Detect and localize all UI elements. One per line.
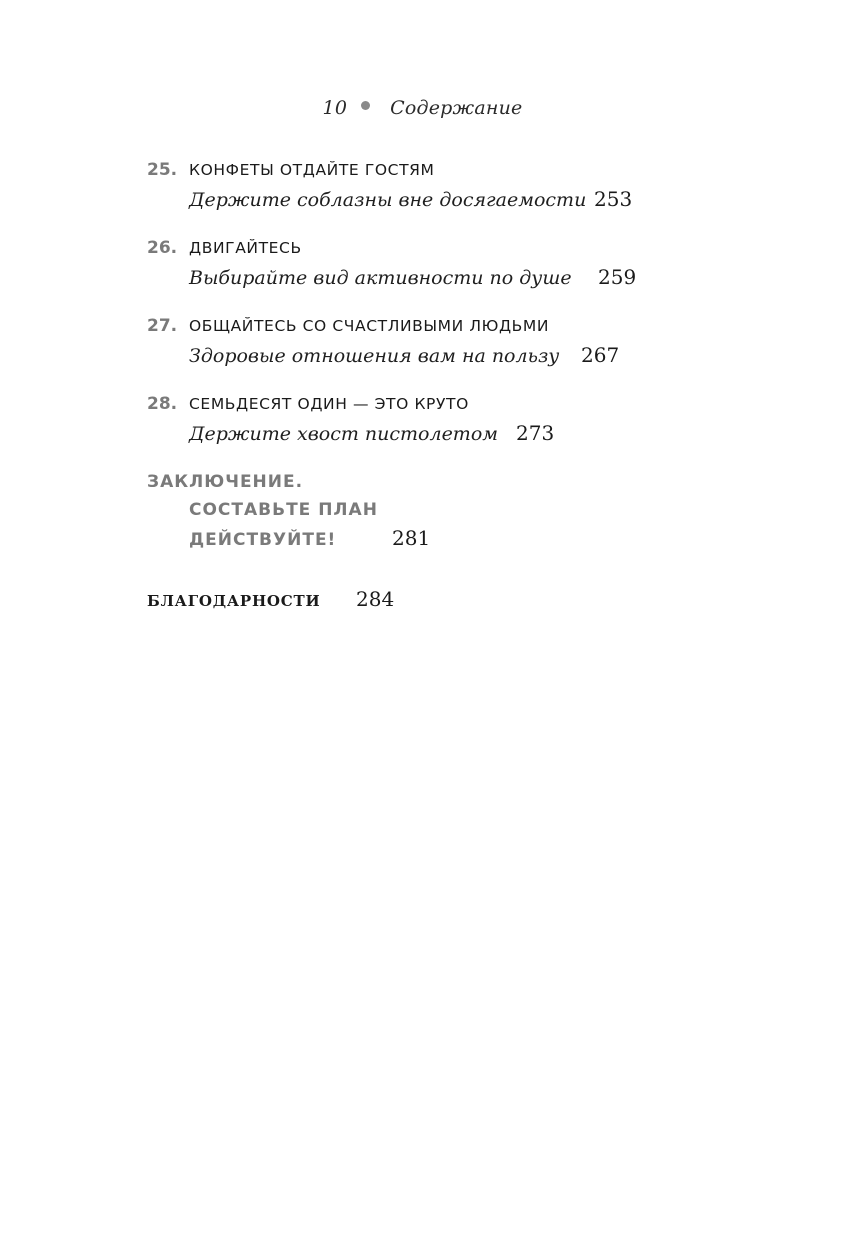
- chapter-title: ОБЩАЙТЕСЬ СО СЧАСТЛИВЫМИ ЛЮДЬМИ: [189, 317, 550, 335]
- conclusion-title-line-1: ЗАКЛЮЧЕНИЕ.: [147, 472, 304, 492]
- chapter-number: 25.: [147, 160, 178, 180]
- running-head: [0, 97, 845, 119]
- acknowledgements-label: БЛАГОДАРНОСТИ: [147, 592, 321, 610]
- page-reference[interactable]: 273: [516, 421, 555, 445]
- chapter-subtitle: Здоровые отношения вам на пользу: [189, 345, 560, 367]
- chapter-subtitle: Выбирайте вид активности по душе: [189, 267, 572, 289]
- page-reference[interactable]: 267: [581, 343, 620, 367]
- page-reference[interactable]: 281: [392, 526, 431, 550]
- chapter-title: СЕМЬДЕСЯТ ОДИН — ЭТО КРУТО: [189, 395, 469, 413]
- conclusion-title-line-3: ДЕЙСТВУЙТЕ!: [189, 530, 337, 550]
- chapter-number: 28.: [147, 394, 178, 414]
- page-reference[interactable]: 284: [356, 587, 395, 611]
- page-number: 10: [322, 97, 348, 119]
- chapter-number: 26.: [147, 238, 178, 258]
- chapter-number: 27.: [147, 316, 178, 336]
- chapter-subtitle: Держите соблазны вне досягаемости: [189, 189, 587, 211]
- chapter-title: ДВИГАЙТЕСЬ: [189, 239, 302, 257]
- conclusion-title-line-2: СОСТАВЬТЕ ПЛАН: [189, 500, 378, 520]
- toc-entry[interactable]: [147, 314, 619, 370]
- page-reference[interactable]: 259: [598, 265, 637, 289]
- page-reference[interactable]: 253: [594, 187, 633, 211]
- running-head-title: Содержание: [390, 97, 523, 119]
- chapter-subtitle: Держите хвост пистолетом: [189, 423, 499, 445]
- chapter-title: КОНФЕТЫ ОТДАЙТЕ ГОСТЯМ: [189, 161, 435, 179]
- toc-entry[interactable]: [147, 392, 554, 448]
- toc-entry[interactable]: [147, 236, 636, 292]
- acknowledgements-entry[interactable]: [147, 584, 394, 614]
- bullet-dot-icon: [361, 101, 370, 110]
- conclusion-entry[interactable]: [147, 468, 430, 552]
- toc-entry[interactable]: [147, 158, 632, 214]
